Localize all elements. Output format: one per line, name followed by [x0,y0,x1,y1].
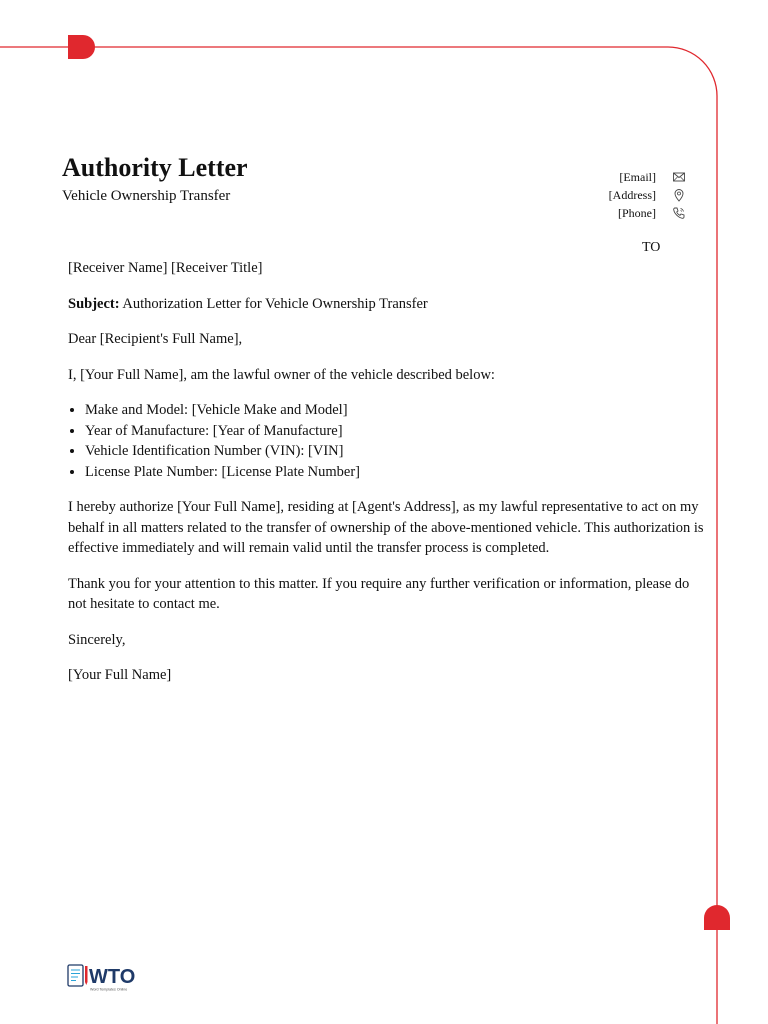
contact-address [496,186,656,204]
salutation: Dear [Recipient's Full Name], [68,331,243,347]
subject-text: Authorization Letter for Vehicle Ownership Transfer [119,295,428,312]
receiver-line: [Receiver Name] [Receiver Title] [68,260,263,276]
authorization-paragraph: I hereby authorize [Your Full Name], residing at [Agent's Address], as my lawful representative to act on my behalf in all matters related to the transfer of ownership of the above-mentioned vehicle. This authorization is effective immediately and will remain valid until the transfer process is completed. [68,499,704,556]
signature-line: [Your Full Name] [68,667,172,683]
top-tab-shape [68,35,95,59]
contact-email [496,168,656,186]
address-placeholder: [Address] [608,188,656,202]
logo-wordmark: WTO [89,966,136,988]
document-icon [68,965,88,986]
contact-block [496,168,656,222]
map-pin-icon [672,188,686,202]
list-item: • Vehicle Identification Number (VIN): [VIN] [85,441,708,462]
phone-icon [672,206,686,220]
side-tab-shape [704,905,730,930]
page-subtitle: Vehicle Ownership Transfer [62,188,231,204]
thanks-paragraph: Thank you for your attention to this matter. If you require any further verification or information, please do not hesitate to contact me. [68,575,690,612]
list-item: • License Plate Number: [License Plate Number] [85,462,708,483]
list-item: • Year of Manufacture: [Year of Manufacture] [85,421,708,442]
to-label: TO [642,240,661,255]
contact-phone [496,204,656,222]
subject-line [68,294,708,315]
page-title: Authority Letter [62,153,248,182]
letter-body [68,258,708,701]
phone-placeholder: [Phone] [618,206,656,220]
email-placeholder: [Email] [619,170,656,184]
subject-label: Subject: [68,295,120,312]
closing-line: Sincerely, [68,631,126,648]
wto-logo [66,962,166,994]
intro-paragraph: I, [Your Full Name], am the lawful owner of the vehicle described below: [68,366,495,383]
logo-tagline: Word Templates Online [90,987,128,992]
list-item: • Make and Model: [Vehicle Make and Model] [85,400,708,421]
vehicle-details-list [68,400,708,482]
envelope-icon [672,170,686,184]
